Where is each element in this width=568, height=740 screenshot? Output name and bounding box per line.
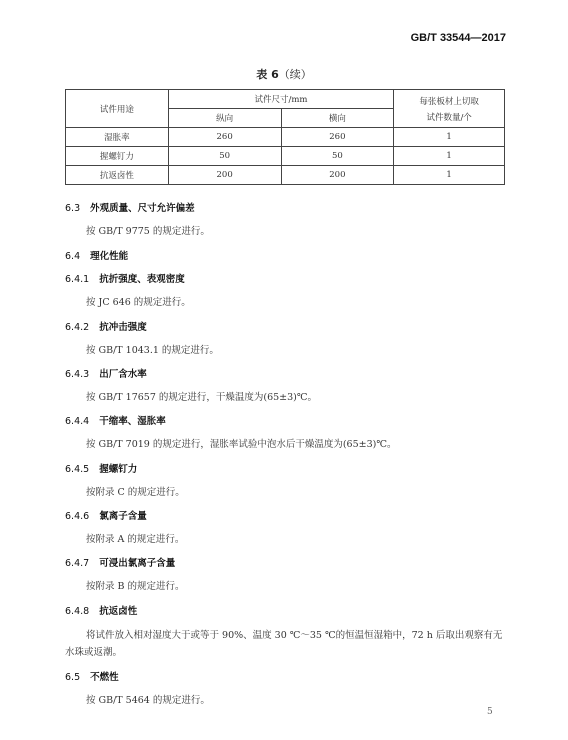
cell-use: 握螺钉力 [66, 147, 169, 166]
section-heading-6-4-8: 6.4.8 抗返卤性 [65, 606, 138, 617]
column-header-count-line2: 试件数量/个 [426, 112, 472, 123]
column-header-use: 试件用途 [66, 90, 169, 128]
cell-count: 1 [394, 166, 505, 185]
cell-longitudinal: 50 [168, 147, 281, 166]
cell-use: 湿胀率 [66, 128, 169, 147]
section-text-6-4-4: 按 GB/T 7019 的规定进行，湿胀率试验中泡水后干燥温度为(65±3)℃。 [86, 439, 397, 450]
section-text-6-4-2: 按 GB/T 1043.1 的规定进行。 [86, 345, 219, 356]
standard-id-header: GB/T 33544—2017 [410, 32, 506, 44]
cell-longitudinal: 260 [168, 128, 281, 147]
column-header-count [394, 90, 505, 128]
section-heading-6-4-6: 6.4.6 氯离子含量 [65, 511, 147, 522]
section-heading-6-4-3: 6.4.3 出厂含水率 [65, 369, 147, 380]
section-text-6-4-8-continued: 水珠或返潮。 [65, 647, 123, 658]
table-caption-number: 表 6 [256, 68, 279, 81]
section-text-6-4-8: 将试件放入相对湿度大于或等于 90%、温度 30 ℃～35 ℃的恒温恒湿箱中，72 h 后取出观察有无 [86, 630, 503, 641]
section-heading-6-4-5: 6.4.5 握螺钉力 [65, 464, 138, 475]
section-text-6-5: 按 GB/T 5464 的规定进行。 [86, 695, 210, 706]
section-heading-6-4-2: 6.4.2 抗冲击强度 [65, 322, 147, 333]
section-text-6-4-5: 按附录 C 的规定进行。 [86, 487, 185, 498]
cell-count: 1 [394, 147, 505, 166]
section-text-6-3: 按 GB/T 9775 的规定进行。 [86, 226, 210, 237]
section-heading-6-4-1: 6.4.1 抗折强度、表观密度 [65, 274, 185, 285]
section-text-6-4-6: 按附录 A 的规定进行。 [86, 534, 185, 545]
specimen-size-table [65, 89, 505, 185]
table-row [66, 147, 505, 166]
section-text-6-4-3: 按 GB/T 17657 的规定进行，干燥温度为(65±3)℃。 [86, 392, 318, 403]
column-header-transverse: 横向 [281, 109, 394, 128]
cell-longitudinal: 200 [168, 166, 281, 185]
cell-transverse: 200 [281, 166, 394, 185]
column-header-size: 试件尺寸/mm [168, 90, 394, 109]
cell-count: 1 [394, 128, 505, 147]
cell-use: 抗返卤性 [66, 166, 169, 185]
column-header-count-line1: 每张板材上切取 [419, 96, 479, 107]
section-text-6-4-7: 按附录 B 的规定进行。 [86, 581, 185, 592]
section-heading-6-4: 6.4 理化性能 [65, 251, 129, 262]
column-header-longitudinal: 纵向 [168, 109, 281, 128]
cell-transverse: 50 [281, 147, 394, 166]
table-row [66, 128, 505, 147]
section-heading-6-4-4: 6.4.4 干缩率、湿胀率 [65, 416, 166, 427]
section-heading-6-4-7: 6.4.7 可浸出氯离子含量 [65, 558, 176, 569]
cell-transverse: 260 [281, 128, 394, 147]
page-number: 5 [487, 707, 493, 717]
table-row [66, 166, 505, 185]
table-caption [0, 66, 568, 82]
table-caption-suffix: （续） [278, 68, 312, 81]
section-text-6-4-1: 按 JC 646 的规定进行。 [86, 297, 191, 308]
section-heading-6-3: 6.3 外观质量、尺寸允许偏差 [65, 203, 195, 214]
section-heading-6-5: 6.5 不燃性 [65, 672, 119, 683]
